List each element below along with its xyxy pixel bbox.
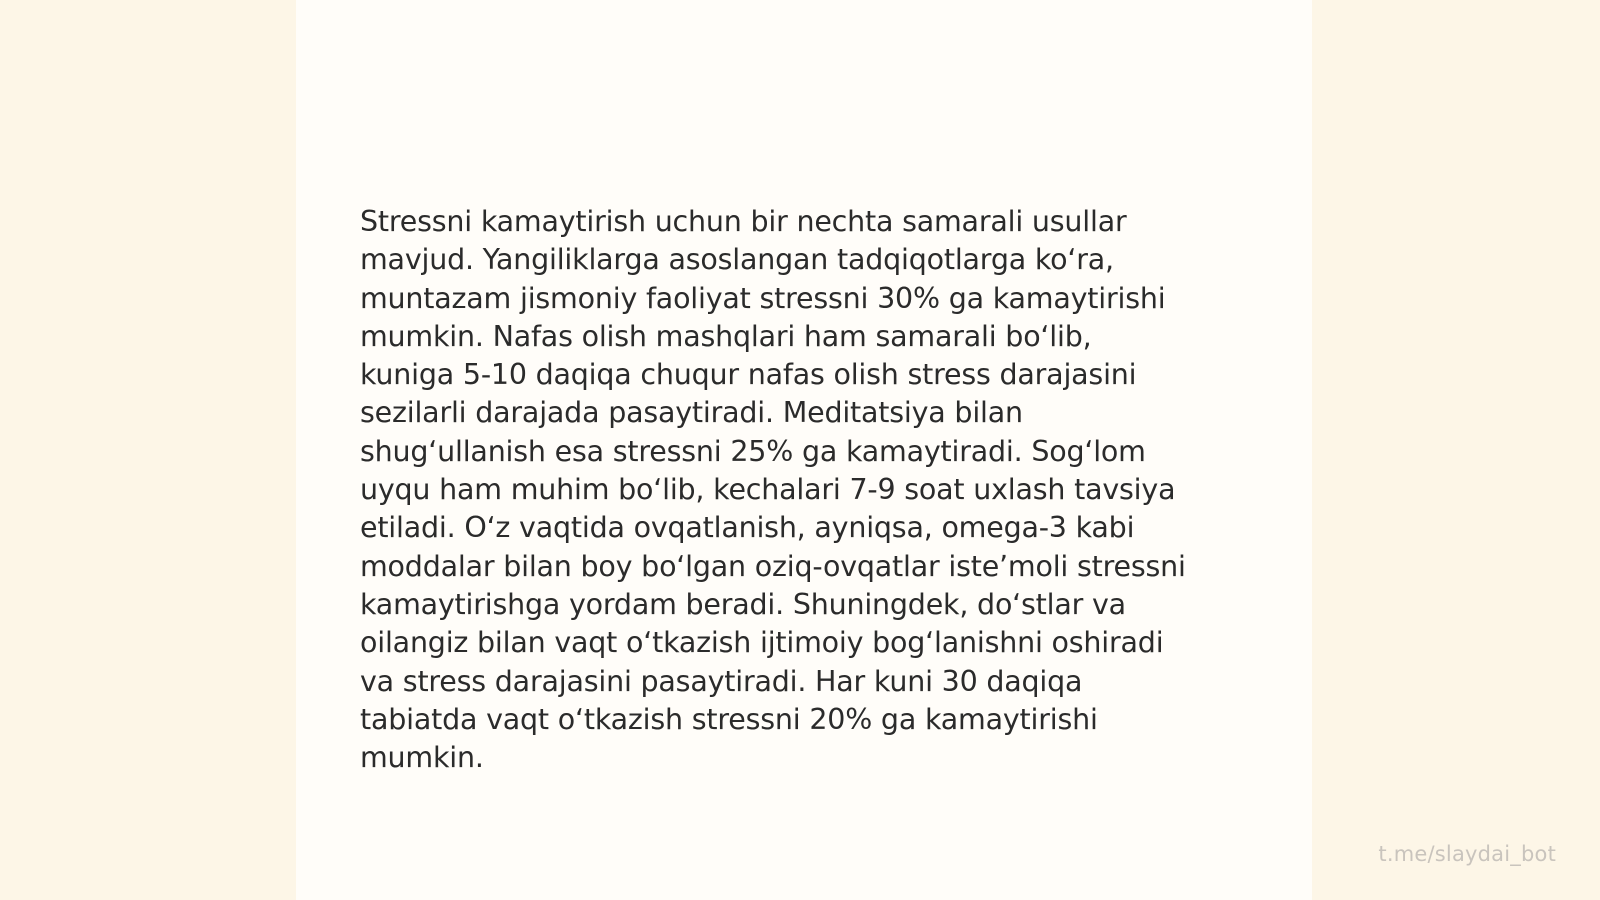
text-line: moddalar bilan boy boʻlgan oziq-ovqatlar isteʼmoli stressni (360, 549, 1186, 583)
right-margin-band (1312, 0, 1600, 900)
text-line: va stress darajasini pasaytiradi. Har kuni 30 daqiqa (360, 664, 1083, 698)
text-line: mavjud. Yangiliklarga asoslangan tadqiqotlarga koʻra, (360, 243, 1114, 277)
text-line: muntazam jismoniy faoliyat stressni 30% ga kamaytirishi (360, 281, 1166, 315)
text-line: oilangiz bilan vaqt oʻtkazish ijtimoiy bogʻlanishni oshiradi (360, 626, 1164, 660)
text-line: kuniga 5-10 daqiqa chuqur nafas olish stress darajasini (360, 358, 1137, 392)
left-margin-band (0, 0, 296, 900)
watermark-link[interactable]: t.me/slaydai_bot (1378, 842, 1556, 866)
text-line: sezilarli darajada pasaytiradi. Meditatsiya bilan (360, 396, 1023, 430)
slide-panel (296, 0, 1312, 900)
text-line: tabiatda vaqt oʻtkazish stressni 20% ga kamaytirishi (360, 702, 1098, 736)
text-line: uyqu ham muhim boʻlib, kechalari 7-9 soat uxlash tavsiya (360, 473, 1176, 507)
text-line: Stressni kamaytirish uchun bir nechta samarali usullar (360, 205, 1127, 238)
text-line: mumkin. Nafas olish mashqlari ham samarali boʻlib, (360, 319, 1092, 353)
text-line: mumkin. (360, 741, 484, 775)
text-line: shugʻullanish esa stressni 25% ga kamaytiradi. Sogʻlom (360, 434, 1146, 468)
text-line: kamaytirishga yordam beradi. Shuningdek, doʻstlar va (360, 587, 1126, 621)
text-line: etiladi. Oʻz vaqtida ovqatlanish, ayniqsa, omega-3 kabi (360, 511, 1135, 545)
slide-body-text (360, 203, 1240, 777)
